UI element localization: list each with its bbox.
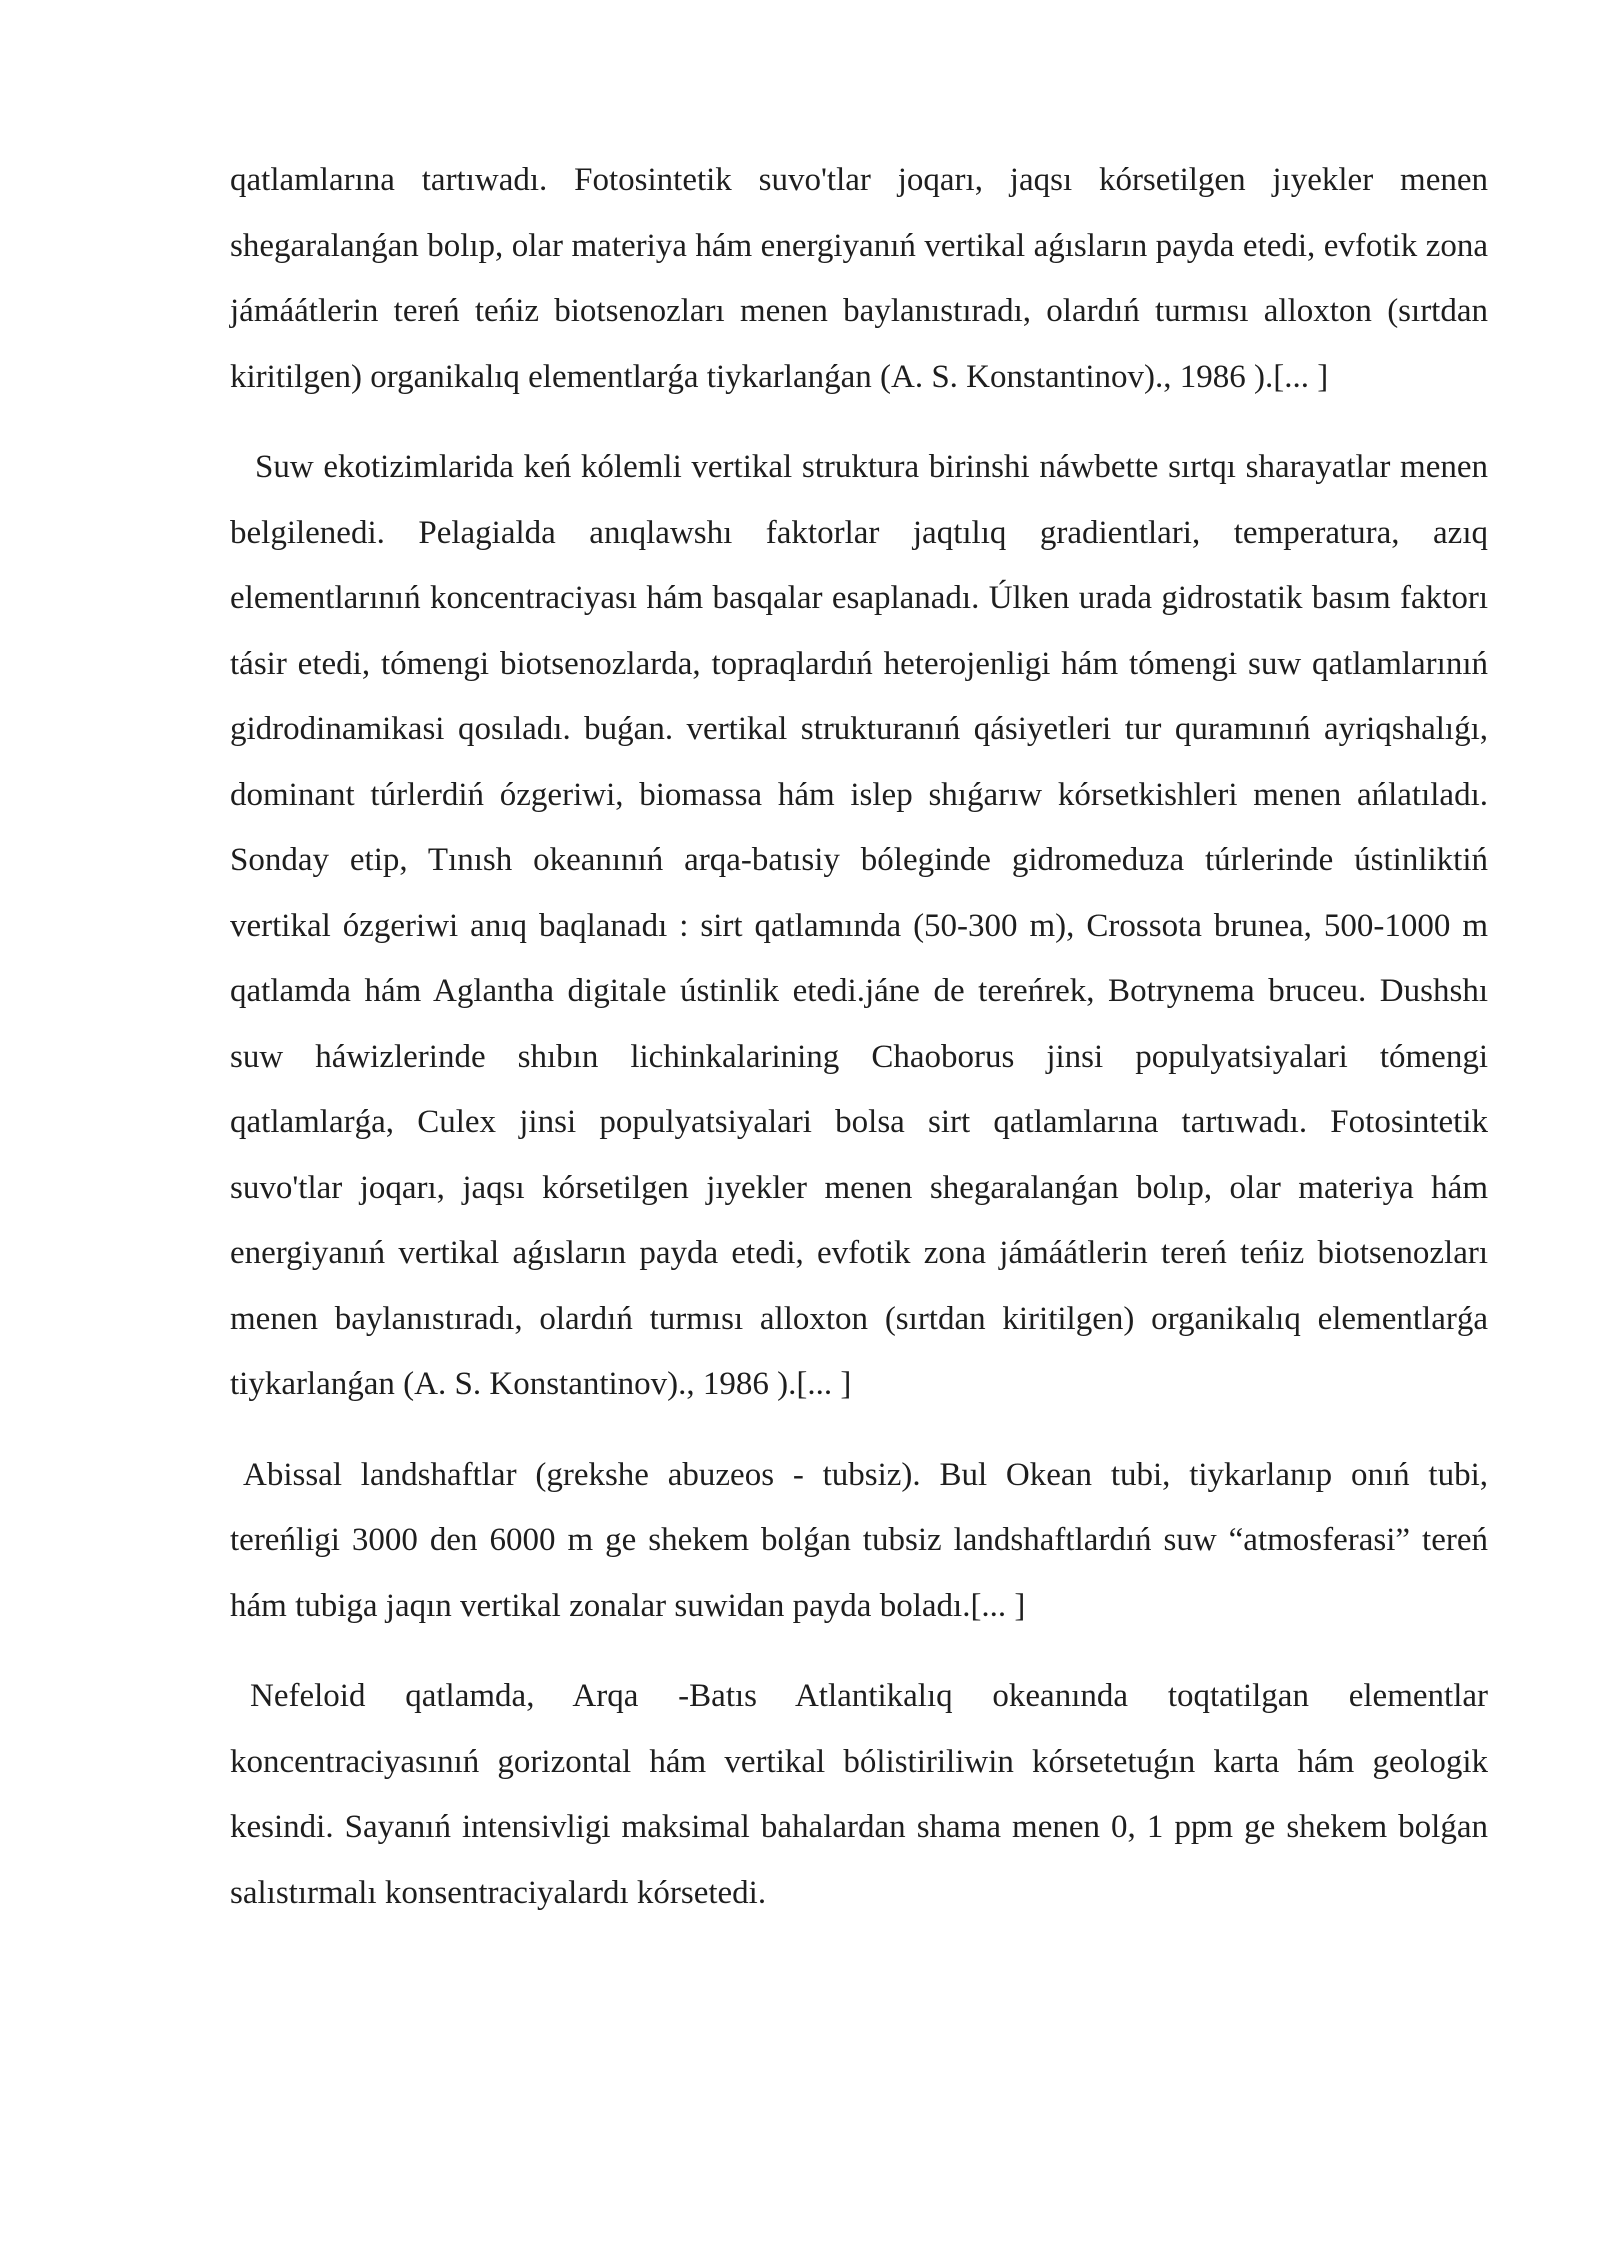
paragraph-1: qatlamlarına tartıwadı. Fotosintetik suvo'tlar joqarı, jaqsı kórsetilgen jıyekler menen shegaralanǵan bolıp, olar materiya hám energiyanıń vertikal aǵısların payda etedi, evfotik zona jámáátlerin tereń teńiz biotsenozları menen baylanıstıradı, olardıń turmısı alloxton (sırtdan kiritilgen) organikalıq elementlarǵa tiykarlanǵan (A. S. Konstantinov)., 1986 ).[... ] (230, 162, 1488, 395)
document-body (230, 148, 1488, 1926)
paragraph-3: Abissal landshaftlar (grekshe abuzeos - tubsiz). Bul Okean tubi, tiykarlanıp onıń tubi, tereńligi 3000 den 6000 m ge shekem bolǵan tubsiz landshaftlardıń suw “atmosferasi” tereń hám tubiga jaqın vertikal zonalar suwidan payda boladı.[... ] (230, 1456, 1488, 1624)
paragraph-4: Nefeloid qatlamda, Arqa -Batıs Atlantikalıq okeanında toqtatilgan elementlar koncentraciyasınıń gorizontal hám vertikal bólistiriliwin kórsetetuǵın karta hám geologik kesindi. Sayanıń intensivligi maksimal bahalardan shama menen 0, 1 ppm ge shekem bolǵan salıstırmalı konsentraciyalardı kórsetedi. (230, 1678, 1488, 1911)
paragraph-2: Suw ekotizimlarida keń kólemli vertikal struktura birinshi náwbette sırtqı sharayatlar menen belgilenedi. Pelagialda anıqlawshı faktorlar jaqtılıq gradientlari, temperatura, azıq elementlarınıń koncentraciyası hám basqalar esaplanadı. Úlken urada gidrostatik basım faktorı tásir etedi, tómengi biotsenozlarda, topraqlardıń heterojenligi hám tómengi suw qatlamlarınıń gidrodinamikasi qosıladı. buǵan. vertikal strukturanıń qásiyetleri tur quramınıń ayriqshalıǵı, dominant túrlerdiń ózgeriwi, biomassa hám islep shıǵarıw kórsetkishleri menen ańlatıladı. Sonday etip, Tınısh okeanınıń arqa-batısiy bóleginde gidromeduza túrlerinde ústinliktiń vertikal ózgeriwi anıq baqlanadı : sirt qatlamında (50-300 m), Crossota brunea, 500-1000 m qatlamda hám Aglantha digitale ústinlik etedi.jáne de tereńrek, Botrynema bruceu. Dushshı suw háwizlerinde shıbın lichinkalarining Chaoborus jinsi populyatsiyalari tómengi qatlamlarǵa, Culex jinsi populyatsiyalari bolsa sirt qatlamlarına tartıwadı. Fotosintetik suvo'tlar joqarı, jaqsı kórsetilgen jıyekler menen shegaralanǵan bolıp, olar materiya hám energiyanıń vertikal aǵısların payda etedi, evfotik zona jámáátlerin tereń teńiz biotsenozları menen baylanıstıradı, olardıń turmısı alloxton (sırtdan kiritilgen) organikalıq elementlarǵa tiykarlanǵan (A. S. Konstantinov)., 1986 ).[... ] (230, 449, 1488, 1402)
